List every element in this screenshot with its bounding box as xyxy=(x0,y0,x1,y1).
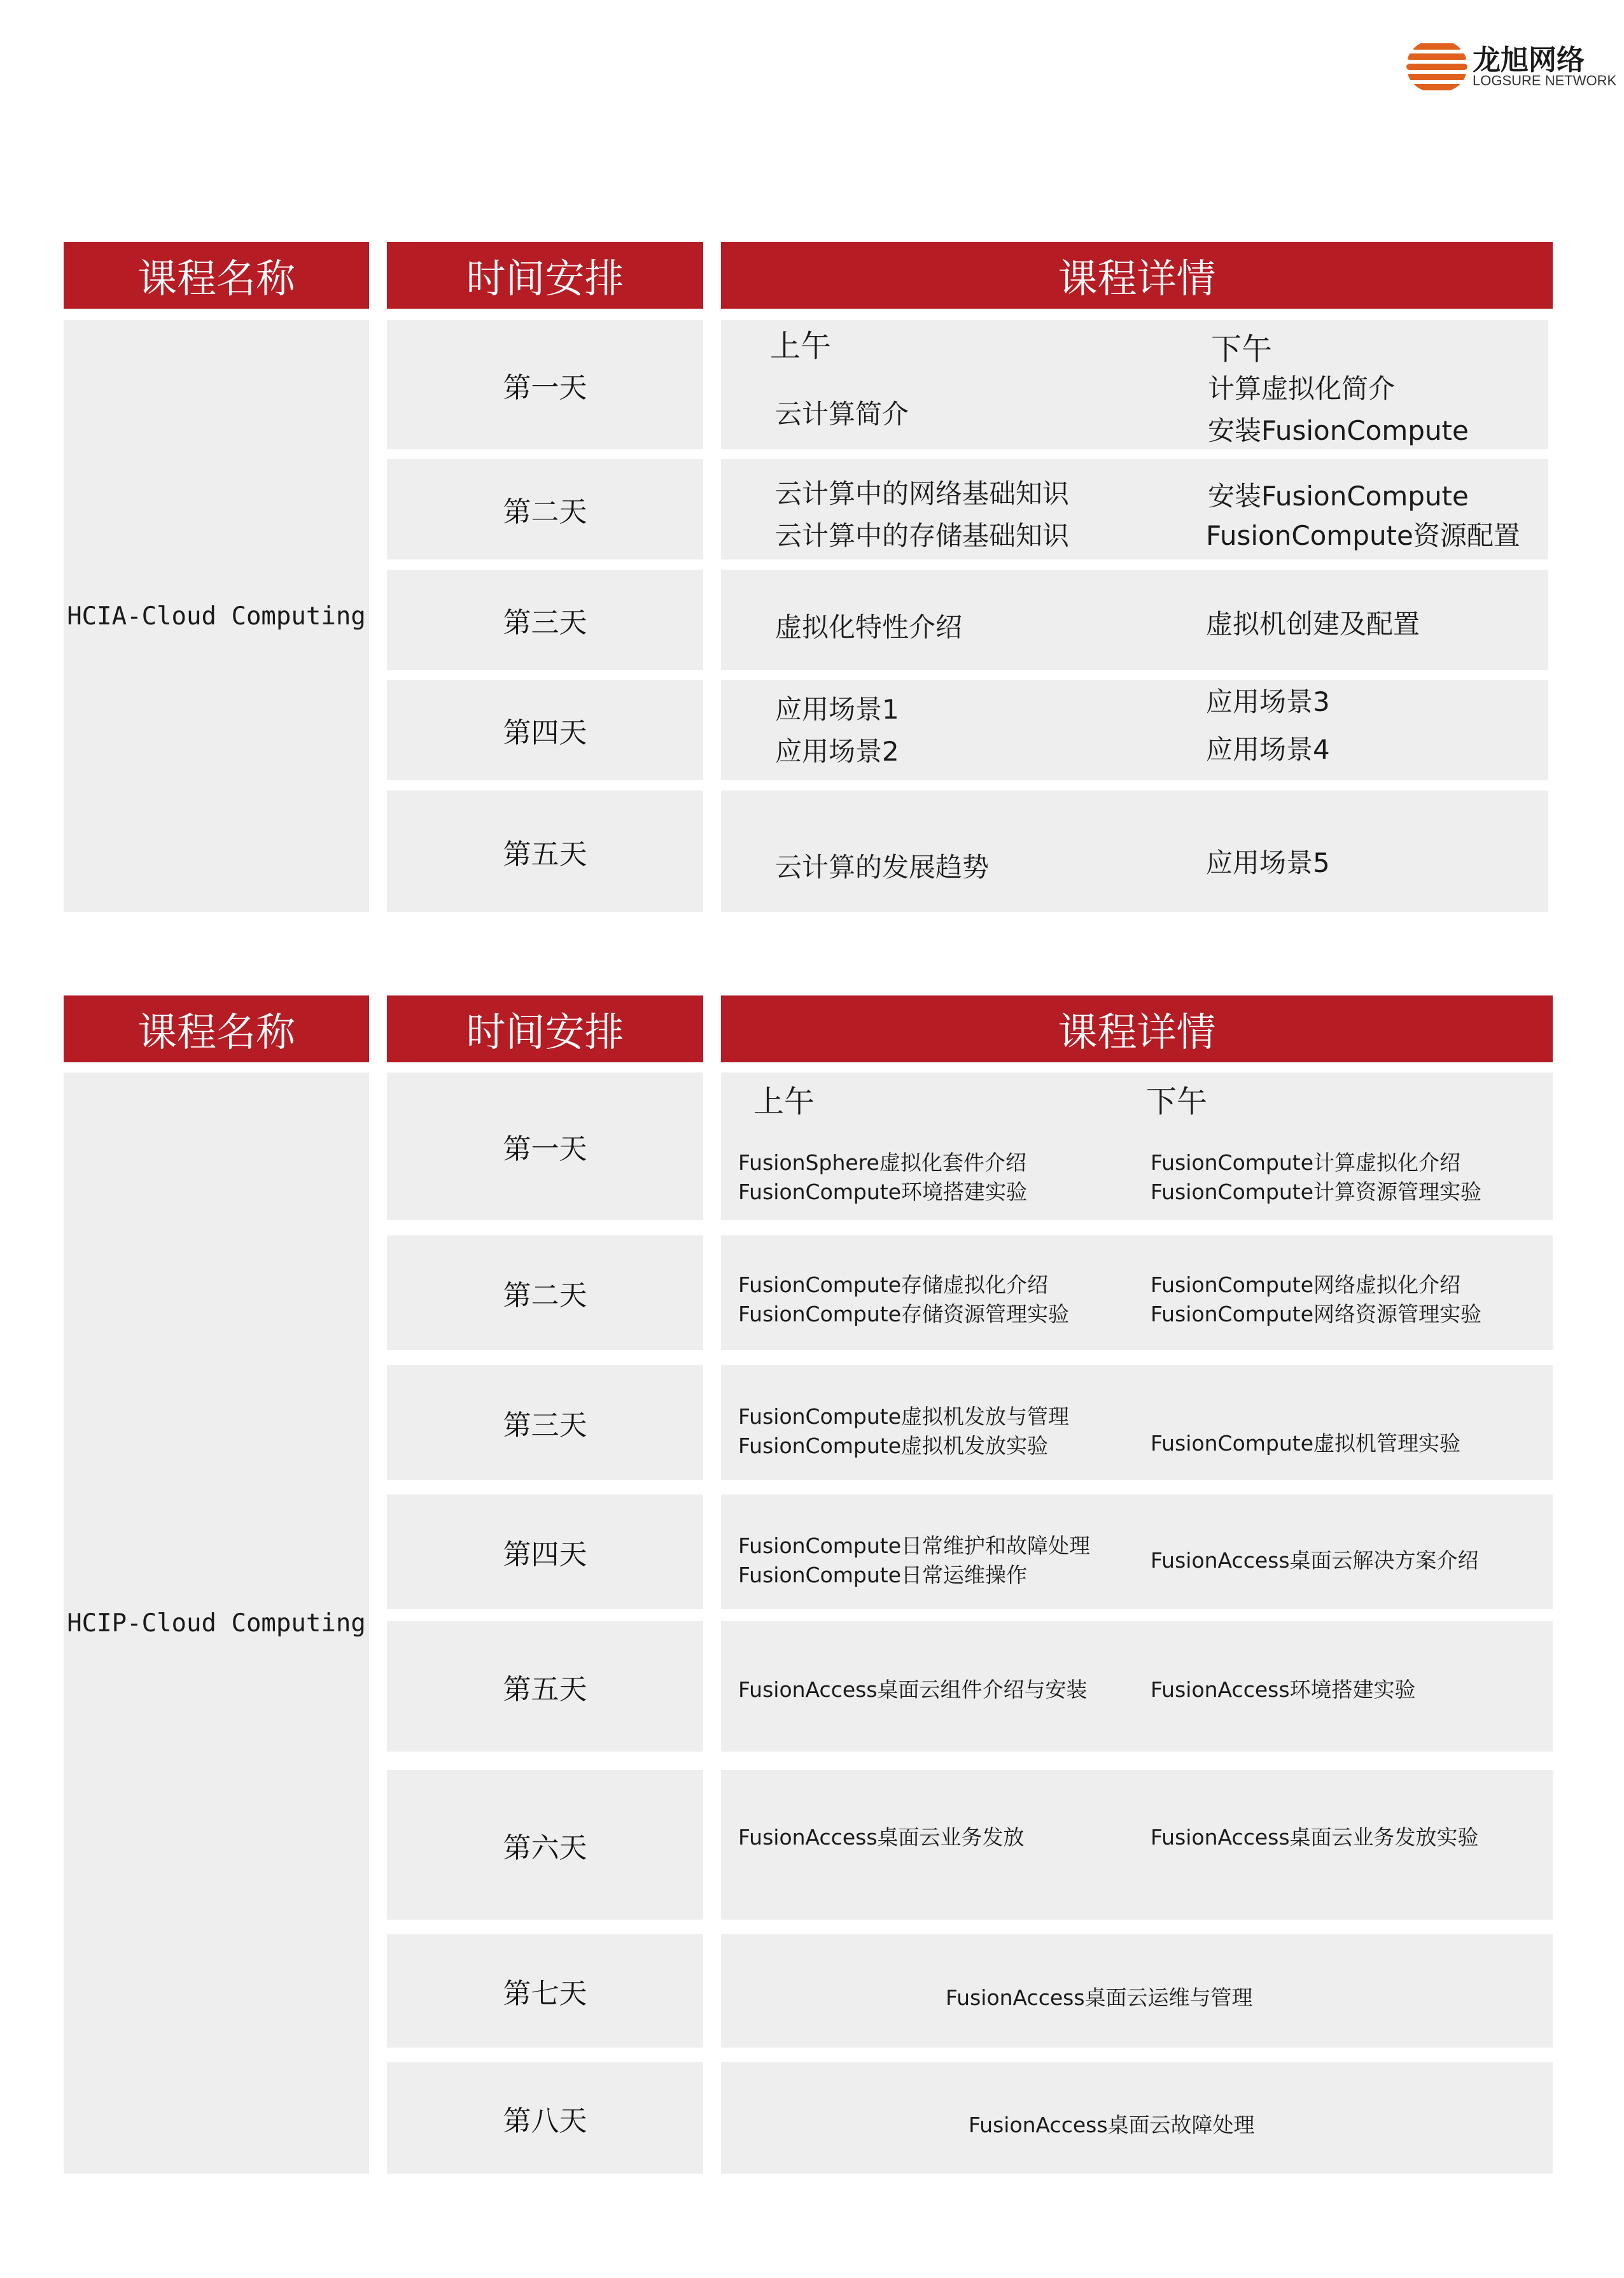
logo-mark-icon xyxy=(1406,41,1467,92)
pm-topic: 虚拟机创建及配置 xyxy=(1206,608,1420,640)
day-cell: 第五天 xyxy=(387,1621,703,1752)
pm-topic: 应用场景3 xyxy=(1206,686,1330,717)
day-cell: 第三天 xyxy=(387,570,703,670)
pm-topic: 应用场景5 xyxy=(1206,847,1330,878)
pm-topic: FusionCompute网络资源管理实验 xyxy=(1151,1302,1482,1326)
am-topic: FusionCompute日常维护和故障处理 xyxy=(738,1533,1091,1558)
day-cell: 第四天 xyxy=(387,680,703,780)
pm-topic: FusionCompute计算资源管理实验 xyxy=(1151,1179,1482,1204)
header-schedule: 时间安排 xyxy=(387,995,703,1062)
pm-topic: 计算虚拟化简介 xyxy=(1208,373,1396,404)
pm-topic: FusionCompute计算虚拟化介绍 xyxy=(1151,1150,1461,1175)
am-topic: FusionCompute虚拟机发放与管理 xyxy=(738,1404,1070,1429)
afternoon-label: 下午 xyxy=(1211,332,1273,367)
course-name-cell: HCIA-Cloud Computing xyxy=(64,320,369,912)
am-topic: 云计算的发展趋势 xyxy=(775,852,990,883)
am-topic: FusionAccess桌面云组件介绍与安装 xyxy=(738,1677,1088,1702)
day-cell: 第一天 xyxy=(387,320,703,449)
full-day-topic: FusionAccess桌面云运维与管理 xyxy=(946,1985,1253,2010)
logo xyxy=(1406,37,1617,94)
full-day-topic: FusionAccess桌面云故障处理 xyxy=(969,2113,1255,2137)
pm-topic: FusionCompute资源配置 xyxy=(1206,520,1520,551)
day-cell: 第四天 xyxy=(387,1494,703,1609)
day-cell: 第三天 xyxy=(387,1365,703,1480)
am-topic: 虚拟化特性介绍 xyxy=(775,612,963,643)
am-topic: 云计算中的存储基础知识 xyxy=(775,520,1070,551)
am-topic: 云计算中的网络基础知识 xyxy=(775,478,1070,509)
header-details: 课程详情 xyxy=(721,995,1553,1062)
pm-topic: 安装FusionCompute xyxy=(1208,481,1469,512)
course-name-cell: HCIP-Cloud Computing xyxy=(64,1072,369,2174)
header-details: 课程详情 xyxy=(721,242,1553,309)
am-topic: FusionCompute存储资源管理实验 xyxy=(738,1302,1070,1326)
am-topic: FusionCompute环境搭建实验 xyxy=(738,1179,1028,1204)
day-cell: 第八天 xyxy=(387,2062,703,2174)
pm-topic: FusionAccess桌面云解决方案介绍 xyxy=(1151,1548,1479,1573)
header-schedule: 时间安排 xyxy=(387,242,703,309)
am-topic: FusionCompute虚拟机发放实验 xyxy=(738,1433,1049,1458)
pm-topic: FusionCompute虚拟机管理实验 xyxy=(1151,1431,1461,1456)
pm-topic: FusionAccess桌面云业务发放实验 xyxy=(1151,1825,1479,1850)
pm-topic: FusionCompute网络虚拟化介绍 xyxy=(1151,1272,1461,1297)
am-topic: FusionAccess桌面云业务发放 xyxy=(738,1825,1025,1850)
logo-name-cn: 龙旭网络 xyxy=(1473,44,1585,76)
am-topic: FusionCompute存储虚拟化介绍 xyxy=(738,1272,1049,1297)
am-topic: FusionCompute日常运维操作 xyxy=(738,1563,1028,1587)
morning-label: 上午 xyxy=(753,1084,815,1120)
day-cell: 第二天 xyxy=(387,459,703,559)
am-topic: 应用场景2 xyxy=(775,736,899,767)
day-cell: 第一天 xyxy=(387,1072,703,1220)
logo-name-en: LOGSURE NETWORK xyxy=(1473,73,1617,88)
day-cell: 第二天 xyxy=(387,1235,703,1350)
pm-topic: 安装FusionCompute xyxy=(1208,415,1469,446)
header-course-name: 课程名称 xyxy=(64,242,369,309)
day-cell: 第七天 xyxy=(387,1934,703,2048)
morning-label: 上午 xyxy=(770,328,832,364)
day-cell: 第六天 xyxy=(387,1770,703,1920)
am-topic: FusionSphere虚拟化套件介绍 xyxy=(738,1150,1026,1175)
day-cell: 第五天 xyxy=(387,791,703,912)
am-topic: 云计算简介 xyxy=(775,398,909,430)
pm-topic: 应用场景4 xyxy=(1206,734,1330,765)
afternoon-label: 下午 xyxy=(1146,1084,1208,1120)
header-course-name: 课程名称 xyxy=(64,995,369,1062)
am-topic: 应用场景1 xyxy=(775,694,899,725)
pm-topic: FusionAccess环境搭建实验 xyxy=(1151,1677,1416,1702)
